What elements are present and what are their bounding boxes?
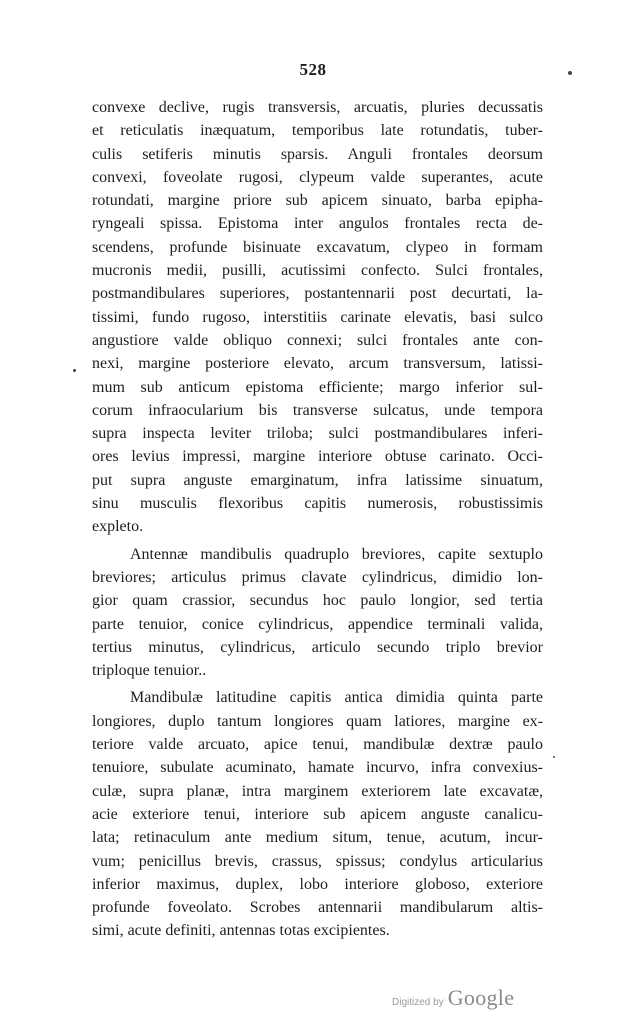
print-speck — [568, 71, 572, 75]
text-line: tissimi, fundo rugoso, interstitiis carinate elevatis, basi sulco — [92, 308, 543, 326]
text-line: corum infraocularium bis transverse sulcatus, unde tempora — [92, 401, 543, 419]
watermark-prefix: Digitized by — [392, 997, 444, 1008]
text-line: vum; penicillus brevis, crassus, spissus; condylus articularius — [92, 852, 543, 870]
paragraph — [92, 686, 543, 942]
text-line: ores levius impressi, margine interiore obtuse carinato. Occi- — [92, 448, 543, 466]
text-line: mum sub anticum epistoma efficiente; margo inferior sul- — [92, 378, 543, 396]
text-line: nexi, margine posteriore elevato, arcum transversum, latissi- — [92, 355, 543, 373]
text-line: longiores, duplo tantum longiores quam latiores, margine ex- — [92, 712, 543, 730]
paragraph — [92, 543, 543, 683]
text-line: ryngeali spissa. Epistoma inter angulos frontales recta de- — [92, 215, 543, 233]
text-line: culæ, supra planæ, intra marginem exteriorem late excavatæ, — [92, 782, 543, 800]
text-line: Mandibulæ latitudine capitis antica dimidia quinta parte — [130, 689, 543, 707]
text-line: Antennæ mandibulis quadruplo breviores, capite sextuplo — [130, 545, 543, 563]
text-line: et reticulatis inæquatum, temporibus late rotundatis, tuber- — [92, 122, 543, 140]
text-line: scendens, profunde bisinuate excavatum, clypeo in formam — [92, 238, 543, 256]
text-line: mucronis medii, pusilli, acutissimi confecto. Sulci frontales, — [92, 262, 543, 280]
paragraph — [92, 96, 543, 539]
print-speck — [73, 369, 76, 372]
text-line: lata; retinaculum ante medium situm, tenue, acutum, incur- — [92, 829, 543, 847]
text-line: postmandibulares superiores, postantennarii post decurtati, la- — [92, 285, 543, 303]
text-line: teriore valde arcuato, apice tenui, mandibulæ dextræ paulo — [92, 736, 543, 754]
text-line: inferior maximus, duplex, lobo interiore globoso, exteriore — [92, 875, 543, 893]
text-line: acie exteriore tenui, interiore sub apicem anguste canalicu- — [92, 805, 543, 823]
text-line: breviores; articulus primus clavate cylindricus, dimidio lon- — [92, 568, 543, 586]
body-text — [92, 96, 543, 943]
text-line: simi, acute definiti, antennas totas excipientes. — [92, 922, 390, 940]
text-line: parte tenuior, conice cylindricus, appendice terminali valida, — [92, 615, 543, 633]
text-line: put supra anguste emarginatum, infra latissime sinuatum, — [92, 471, 543, 489]
google-logo: Google — [447, 985, 515, 1010]
text-line: convexi, foveolate rugosi, clypeum valde superantes, acute — [92, 168, 543, 186]
text-line: culis setiferis minutis sparsis. Anguli frontales deorsum — [92, 145, 543, 163]
text-line: expleto. — [92, 518, 144, 536]
text-line: angustiore valde obliquo connexi; sulci frontales ante con- — [92, 331, 543, 349]
print-speck — [553, 756, 555, 758]
text-line: tenuiore, subulate acuminato, hamate incurvo, infra convexius- — [92, 759, 543, 777]
text-line: profunde foveolato. Scrobes antennarii mandibularum altis- — [92, 899, 543, 917]
text-line: gior quam crassior, secundus hoc paulo longior, sed tertia — [92, 592, 543, 610]
text-line: convexe declive, rugis transversis, arcuatis, pluries decussatis — [92, 99, 543, 116]
text-line: rotundati, margine priore sub apicem sinuato, barba epipha- — [92, 192, 543, 210]
page-number: 528 — [299, 60, 327, 79]
digitized-watermark — [392, 985, 514, 1011]
text-line: supra inspecta leviter triloba; sulci postmandibulares inferi- — [92, 425, 543, 443]
text-line: sinu musculis flexoribus capitis numerosis, robustissimis — [92, 495, 543, 513]
text-line: triploque tenuior.. — [92, 662, 207, 680]
text-line: tertius minutus, cylindricus, articulo secundo triplo brevior — [92, 638, 543, 656]
